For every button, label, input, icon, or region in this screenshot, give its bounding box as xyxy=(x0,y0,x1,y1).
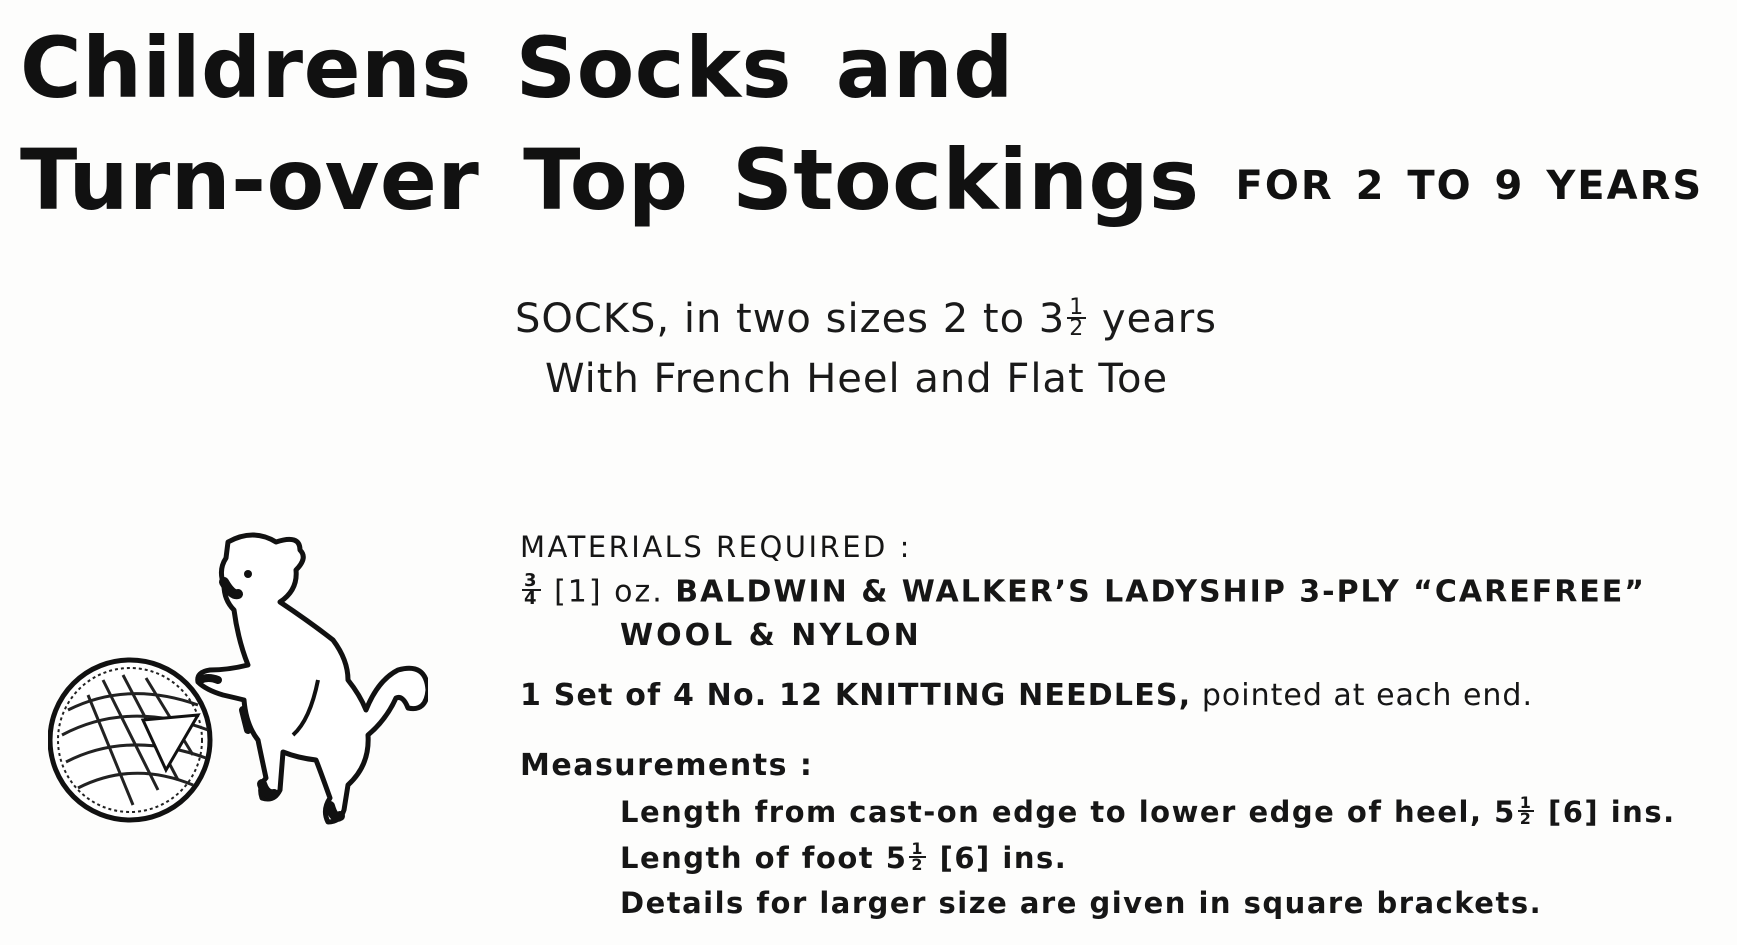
half-fraction xyxy=(1518,793,1535,829)
measurement-value: [6] ins. xyxy=(1536,795,1676,829)
age-range: FOR 2 TO 9 YEARS xyxy=(1235,163,1704,209)
wool-quantity: [1] oz. xyxy=(542,574,676,610)
fraction-denominator: 2 xyxy=(1519,809,1533,829)
measurement-foot-length xyxy=(620,841,1067,875)
materials-wool xyxy=(520,570,1647,610)
subtitle-sizes-text: SOCKS, in two sizes 2 to 3 xyxy=(515,296,1066,342)
yarn-ball-icon xyxy=(50,660,210,820)
needles-note: pointed at each end. xyxy=(1191,678,1534,713)
subtitle-sizes xyxy=(0,296,1217,342)
title-line-2 xyxy=(20,131,1704,229)
half-fraction xyxy=(909,839,926,875)
fraction-numerator: 1 xyxy=(911,839,924,859)
lamb-icon xyxy=(198,535,428,822)
title-line-1: Childrens Socks and xyxy=(20,19,1014,117)
fraction-denominator: 2 xyxy=(1069,316,1085,342)
measurement-text: Length from cast-on edge to lower edge of heel, 5 xyxy=(620,795,1516,829)
fraction-numerator: 1 xyxy=(1069,294,1085,320)
measurements-heading: Measurements : xyxy=(520,748,814,783)
fraction-numerator: 3 xyxy=(524,570,539,591)
wool-name: BALDWIN & WALKER’S LADYSHIP 3-PLY “CAREFREE” xyxy=(675,574,1647,610)
measurement-value: [6] ins. xyxy=(928,841,1068,875)
subtitle-years: years xyxy=(1088,296,1218,342)
measurement-note: Details for larger size are given in square brackets. xyxy=(620,886,1543,920)
title-main: Turn-over Top Stockings xyxy=(20,131,1200,229)
needles-spec: 1 Set of 4 No. 12 KNITTING NEEDLES, xyxy=(520,678,1192,713)
materials-heading: MATERIALS REQUIRED : xyxy=(520,530,912,564)
fraction-denominator: 4 xyxy=(524,588,539,610)
fraction-denominator: 2 xyxy=(911,855,924,875)
materials-needles xyxy=(520,678,1533,713)
subtitle-heel-toe: With French Heel and Flat Toe xyxy=(545,356,1169,402)
three-quarter-fraction xyxy=(522,570,541,610)
lamb-with-yarn-ball-icon xyxy=(48,530,428,830)
materials-wool-line2: WOOL & NYLON xyxy=(620,618,922,653)
fraction-numerator: 1 xyxy=(1519,793,1533,813)
measurement-text: Length of foot 5 xyxy=(620,841,908,875)
measurement-length-to-heel xyxy=(620,795,1676,829)
half-fraction xyxy=(1067,294,1086,342)
